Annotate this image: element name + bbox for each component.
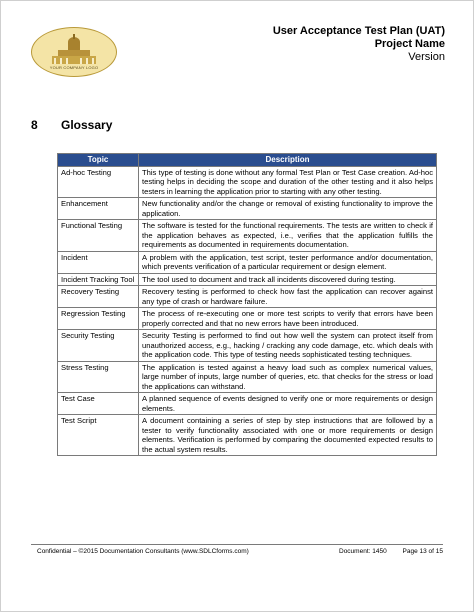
- description-cell: A document containing a series of step by step instructions that are followed by a tester to verify functionality associated with one or more requirements or design elements. Verification is performed by comparing the documented expected results to the actual system results.: [139, 415, 437, 456]
- topic-cell: Recovery Testing: [58, 286, 139, 308]
- topic-cell: Enhancement: [58, 198, 139, 220]
- company-logo: [31, 27, 117, 77]
- topic-cell: Ad-hoc Testing: [58, 166, 139, 198]
- description-cell: This type of testing is done without any formal Test Plan or Test Case creation. Ad-hoc testing helps in deciding the scope and duration of the other testing and it also helps testers in learning the application prior to starting with any other testing.: [139, 166, 437, 198]
- table-row: [58, 166, 437, 198]
- description-cell: The process of re-executing one or more test scripts to verify that errors have been properly corrected and that no new errors have been introduced.: [139, 308, 437, 330]
- footer-document-number: Document: 1450: [339, 548, 387, 555]
- description-cell: New functionality and/or the change or removal of existing functionality to improve the application.: [139, 198, 437, 220]
- topic-cell: Regression Testing: [58, 308, 139, 330]
- topic-cell: Incident Tracking Tool: [58, 273, 139, 286]
- table-header-row: [58, 154, 437, 167]
- page-footer: [31, 544, 443, 555]
- description-cell: The software is tested for the functional requirements. The tests are written to check if the application behaves as expected, i.e., verifies that the application fulfills the requirements as documented in requirements documentation.: [139, 220, 437, 252]
- topic-cell: Security Testing: [58, 330, 139, 362]
- topic-cell: Incident: [58, 251, 139, 273]
- footer-copyright: Confidential – ©2015 Documentation Consultants (www.SDLCforms.com): [37, 548, 249, 555]
- project-name: Project Name: [374, 38, 445, 50]
- description-cell: Recovery testing is performed to check how fast the application can recover against any type of crash or hardware failure.: [139, 286, 437, 308]
- topic-cell: Test Case: [58, 393, 139, 415]
- description-cell: A problem with the application, test script, tester performance and/or documentation, which prevents verification of a particular requirement or design element.: [139, 251, 437, 273]
- table-row: [58, 361, 437, 393]
- document-title: User Acceptance Test Plan (UAT): [272, 25, 445, 37]
- description-cell: The tool used to document and track all incidents discovered during testing.: [139, 273, 437, 286]
- table-row: [58, 220, 437, 252]
- table-row: [58, 198, 437, 220]
- table-row: [58, 330, 437, 362]
- description-cell: The application is tested against a heavy load such as complex numerical values, large number of inputs, large number of queries, etc. that checks for the stress or load the applications can withstand.: [139, 361, 437, 393]
- column-header-topic: Topic: [58, 154, 139, 167]
- description-cell: A planned sequence of events designed to verify one or more requirements or design elements.: [139, 393, 437, 415]
- description-cell: Security Testing is performed to find out how well the system can protect itself from unauthorized access, e.g., hacking / cracking any code damage, etc. which deals with the application code. This type of testing needs sophisticated testing techniques.: [139, 330, 437, 362]
- table-row: [58, 273, 437, 286]
- topic-cell: Functional Testing: [58, 220, 139, 252]
- footer-page-number: Page 13 of 15: [402, 548, 443, 555]
- table-row: [58, 308, 437, 330]
- footer-right: [325, 548, 443, 555]
- table-row: [58, 393, 437, 415]
- version-label: Version: [408, 51, 445, 63]
- logo-text: YOUR COMPANY LOGO: [49, 65, 99, 70]
- table-row: [58, 415, 437, 456]
- table-row: [58, 286, 437, 308]
- glossary-table: [57, 153, 437, 456]
- topic-cell: Test Script: [58, 415, 139, 456]
- section-number: 8: [31, 118, 38, 132]
- topic-cell: Stress Testing: [58, 361, 139, 393]
- section-title: Glossary: [61, 118, 113, 132]
- document-header: [273, 25, 445, 64]
- section-heading: [31, 118, 112, 132]
- table-row: [58, 251, 437, 273]
- column-header-description: Description: [139, 154, 437, 167]
